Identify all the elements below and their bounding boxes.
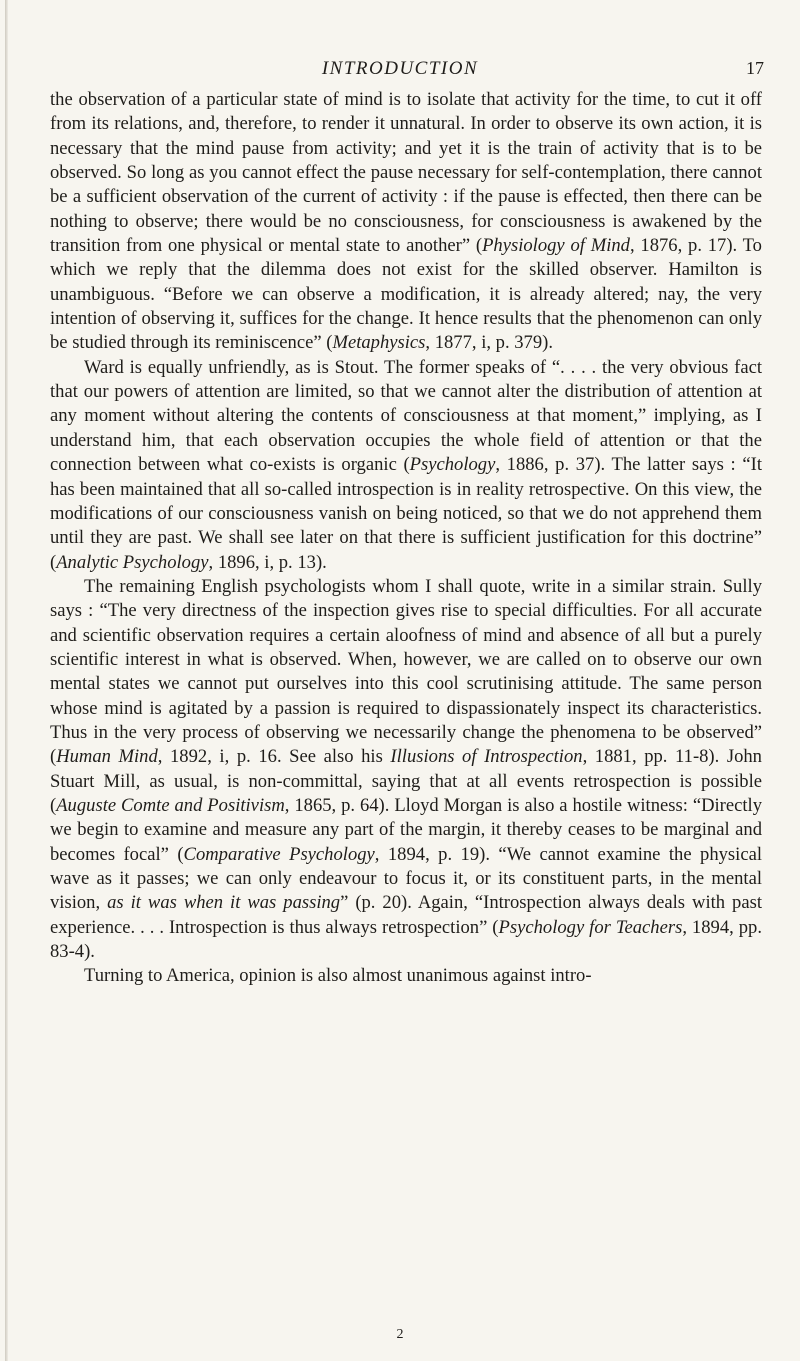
cited-work-title: Comparative Psychology: [183, 843, 375, 865]
text-run: The remaining English psychologists whom I shall quote, write in a similar strain. Sully says : “The very directness of the inspection gives rise to special difficulties. For all accurate and scientific observation requires a certain aloofness of mind and absence of all but a purely scientific interest in what is observed. When, however, we are called on to observe our own mental states we cannot put ourselves into this cool scrutinising attitude. The same person whose mind is agitated by a passion is required to dispassionately inspect its characteristics. Thus in the very process of observing we necessarily change the phenomena to be observed” (: [50, 575, 762, 768]
cited-work-title: Illusions of Introspection: [390, 746, 583, 768]
paragraph: [50, 575, 762, 965]
page-number: 17: [746, 58, 764, 78]
cited-work-title: Physiology of Mind: [482, 235, 630, 257]
text-run: , 1896, i, p. 13).: [208, 551, 327, 573]
text-run: , 1886, p. 37). The latter says : “It has been maintained that all so-called introspection is in reality retrospective. On this view, the modifications of our consciousness vanish on being noticed, so that we do not apprehend them until they are past. We shall see later on that there is sufficient justification for this doctrine” (: [50, 454, 762, 573]
text-run: , 1877, i, p. 379).: [425, 332, 553, 354]
body-text: [50, 88, 762, 989]
text-run: Turning to America, opinion is also almost unanimous against intro-: [84, 965, 592, 987]
cited-work-title: Human Mind: [56, 746, 158, 768]
page-binding-edge: [5, 0, 8, 1361]
cited-work-title: Auguste Comte and Positivism: [56, 794, 285, 816]
paragraph: [50, 356, 762, 575]
running-header: [0, 58, 800, 82]
text-run: ” (p. 20). Again, “Introspection always deals with past experience. . . . Introspection is thus always retrospection” (: [50, 892, 762, 938]
cited-work-title: Psychology for Teachers: [498, 916, 683, 938]
text-run: , 1894, pp. 83-4).: [50, 916, 762, 963]
signature-mark: 2: [396, 1327, 404, 1342]
paragraph: [50, 964, 762, 988]
cited-work-title: Analytic Psychology: [56, 551, 209, 573]
paragraph: [50, 88, 762, 356]
text-run: , 1881, pp. 11-8). John Stuart Mill, as usual, is non-committal, saying that at all events retrospection is possible (: [50, 746, 762, 816]
text-run: the observation of a particular state of mind is to isolate that activity for the time, to cut it off from its relations, and, therefore, to render it unnatural. In order to observe its own action, it is necessary that the mind pause from activity; and yet it is the train of activity that is to be observed. So long as you cannot effect the pause necessary for self-contemplation, there cannot be a sufficient observation of the current of activity : if the pause is effected, then there can be nothing to observe; there would be no consciousness, for consciousness is awakened by the transition from one physical or mental state to another” (: [50, 89, 762, 257]
text-run: , 1876, p. 17). To which we reply that the dilemma does not exist for the skilled observer. Hamilton is unambiguous. “Before we can observe a modification, it is already altered; nay, the very intention of observing it, suffices for the change. It hence results that the phenomenon can only be studied through its reminiscence” (: [50, 235, 762, 354]
text-run: , 1894, p. 19). “We cannot examine the physical wave as it passes; we can only endeavour to focus it, or its constituent parts, in the mental vision,: [50, 843, 763, 914]
text-run: , 1865, p. 64). Lloyd Morgan is also a hostile witness: “Directly we begin to examine and measure any part of the margin, it thereby ceases to be marginal and becomes focal” (: [50, 794, 763, 865]
text-run: Ward is equally unfriendly, as is Stout. The former speaks of “. . . . the very obvious fact that our powers of attention are limited, so that we cannot alter the distribution of attention at any moment without altering the contents of consciousness at that moment,” implying, as I understand him, that each observation occupies the whole field of attention or that the connection between what co-exists is organic (: [50, 356, 762, 476]
cited-work-title: as it was when it was passing: [107, 892, 341, 914]
text-run: , 1892, i, p. 16. See also his: [157, 746, 391, 768]
cited-work-title: Psychology: [409, 454, 496, 476]
running-title: INTRODUCTION: [321, 58, 479, 79]
cited-work-title: Metaphysics: [332, 332, 426, 354]
